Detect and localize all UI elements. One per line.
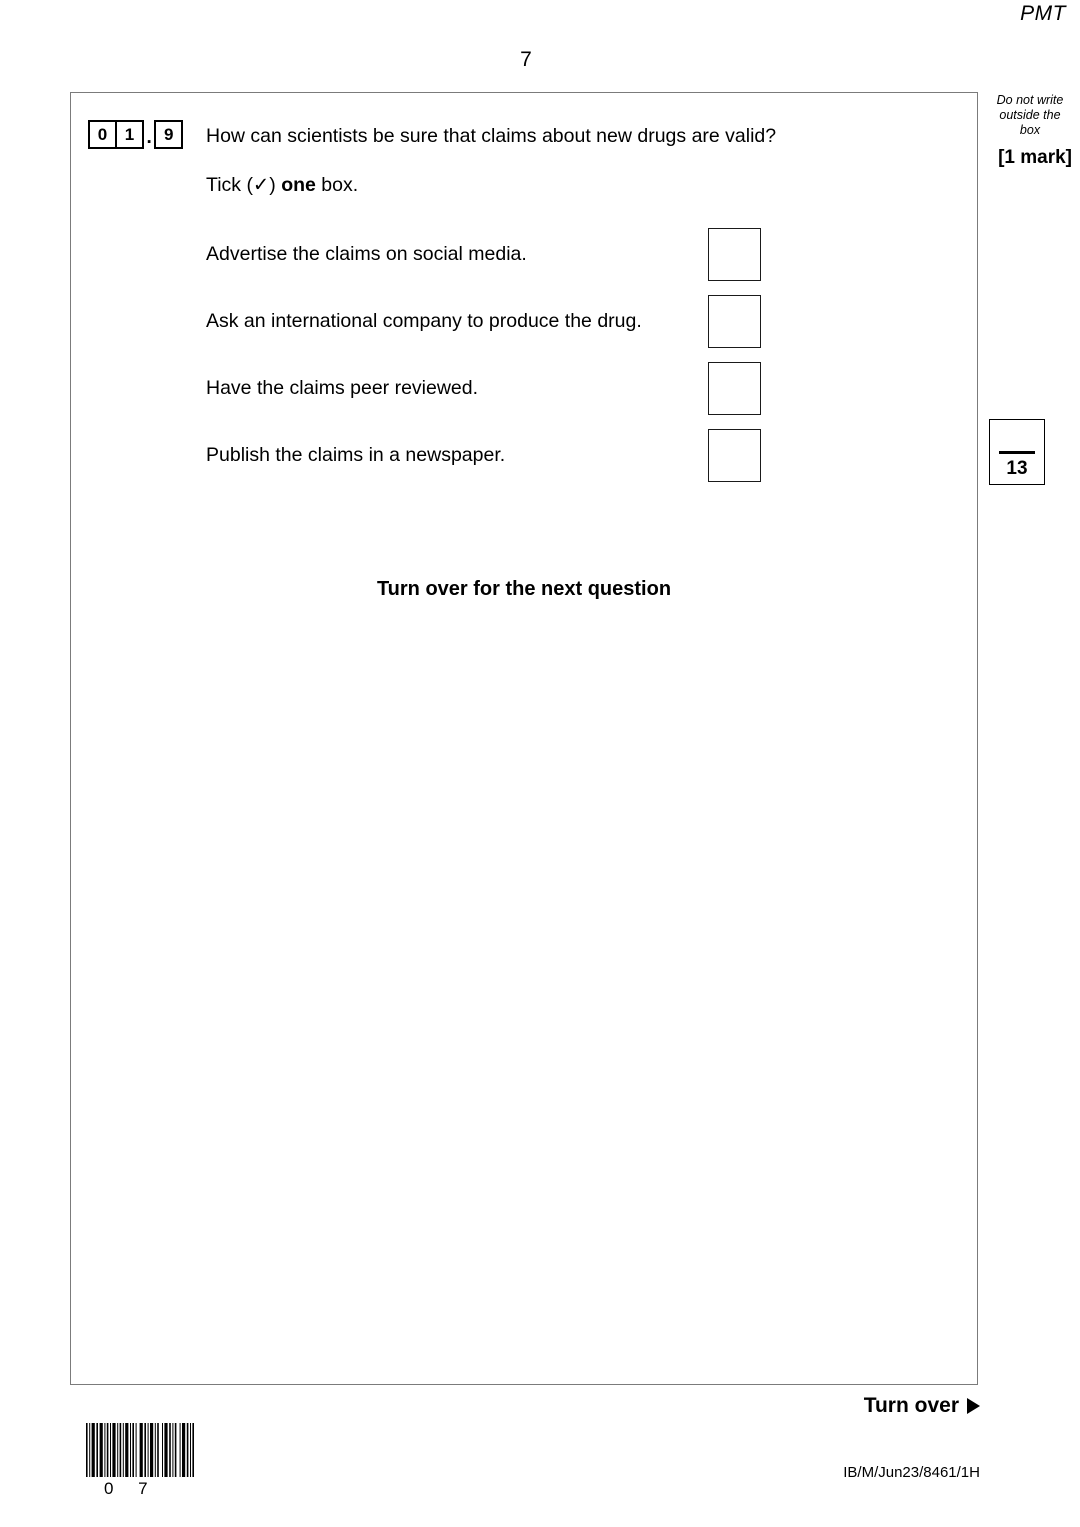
question-number <box>88 120 183 149</box>
barcode-icon <box>86 1423 194 1477</box>
total-marks-box <box>989 419 1045 485</box>
option-row <box>206 440 826 507</box>
turn-over-next-question-text: Turn over for the next question <box>376 578 672 600</box>
turn-over-label: Turn over <box>863 1394 959 1417</box>
do-not-write-outside-box-note <box>986 93 1074 138</box>
tick-instruction-emphasis: one <box>281 174 316 196</box>
option-checkbox[interactable] <box>708 228 761 281</box>
tick-instruction-suffix: box. <box>315 174 359 196</box>
option-label: Publish the claims in a newspaper. <box>206 444 506 466</box>
total-marks-rule <box>999 451 1035 454</box>
barcode-block <box>86 1423 194 1499</box>
option-checkbox[interactable] <box>708 295 761 348</box>
tick-instruction-prefix: Tick (✓) <box>206 174 282 196</box>
question-number-digit-0: 0 <box>88 120 117 149</box>
pmt-watermark: PMT <box>1020 2 1066 25</box>
option-label: Ask an international company to produce the drug. <box>206 310 642 332</box>
question-number-digit-1: 1 <box>115 120 144 149</box>
marks-allocation: [1 mark] <box>998 147 1072 168</box>
margin-note-line-1: Do not write <box>996 93 1064 107</box>
tick-instruction <box>206 172 358 198</box>
turn-over-footer <box>864 1394 980 1418</box>
option-checkbox[interactable] <box>708 429 761 482</box>
document-reference-code: IB/M/Jun23/8461/1H <box>843 1464 980 1481</box>
option-list <box>206 239 826 507</box>
option-label: Advertise the claims on social media. <box>206 243 527 265</box>
barcode-digits: 0 7 <box>104 1479 158 1498</box>
question-number-separator: . <box>146 127 152 148</box>
margin-note-line-3: box <box>1019 123 1041 137</box>
margin-note-line-2: outside the <box>999 108 1061 122</box>
option-label: Have the claims peer reviewed. <box>206 377 479 399</box>
page-number: 7 <box>520 48 532 71</box>
question-stem: How can scientists be sure that claims about new drugs are valid? <box>206 125 777 147</box>
triangle-right-icon <box>967 1398 980 1414</box>
option-checkbox[interactable] <box>708 362 761 415</box>
question-number-digit-2: 9 <box>154 120 183 149</box>
total-marks-value: 13 <box>1006 458 1028 479</box>
